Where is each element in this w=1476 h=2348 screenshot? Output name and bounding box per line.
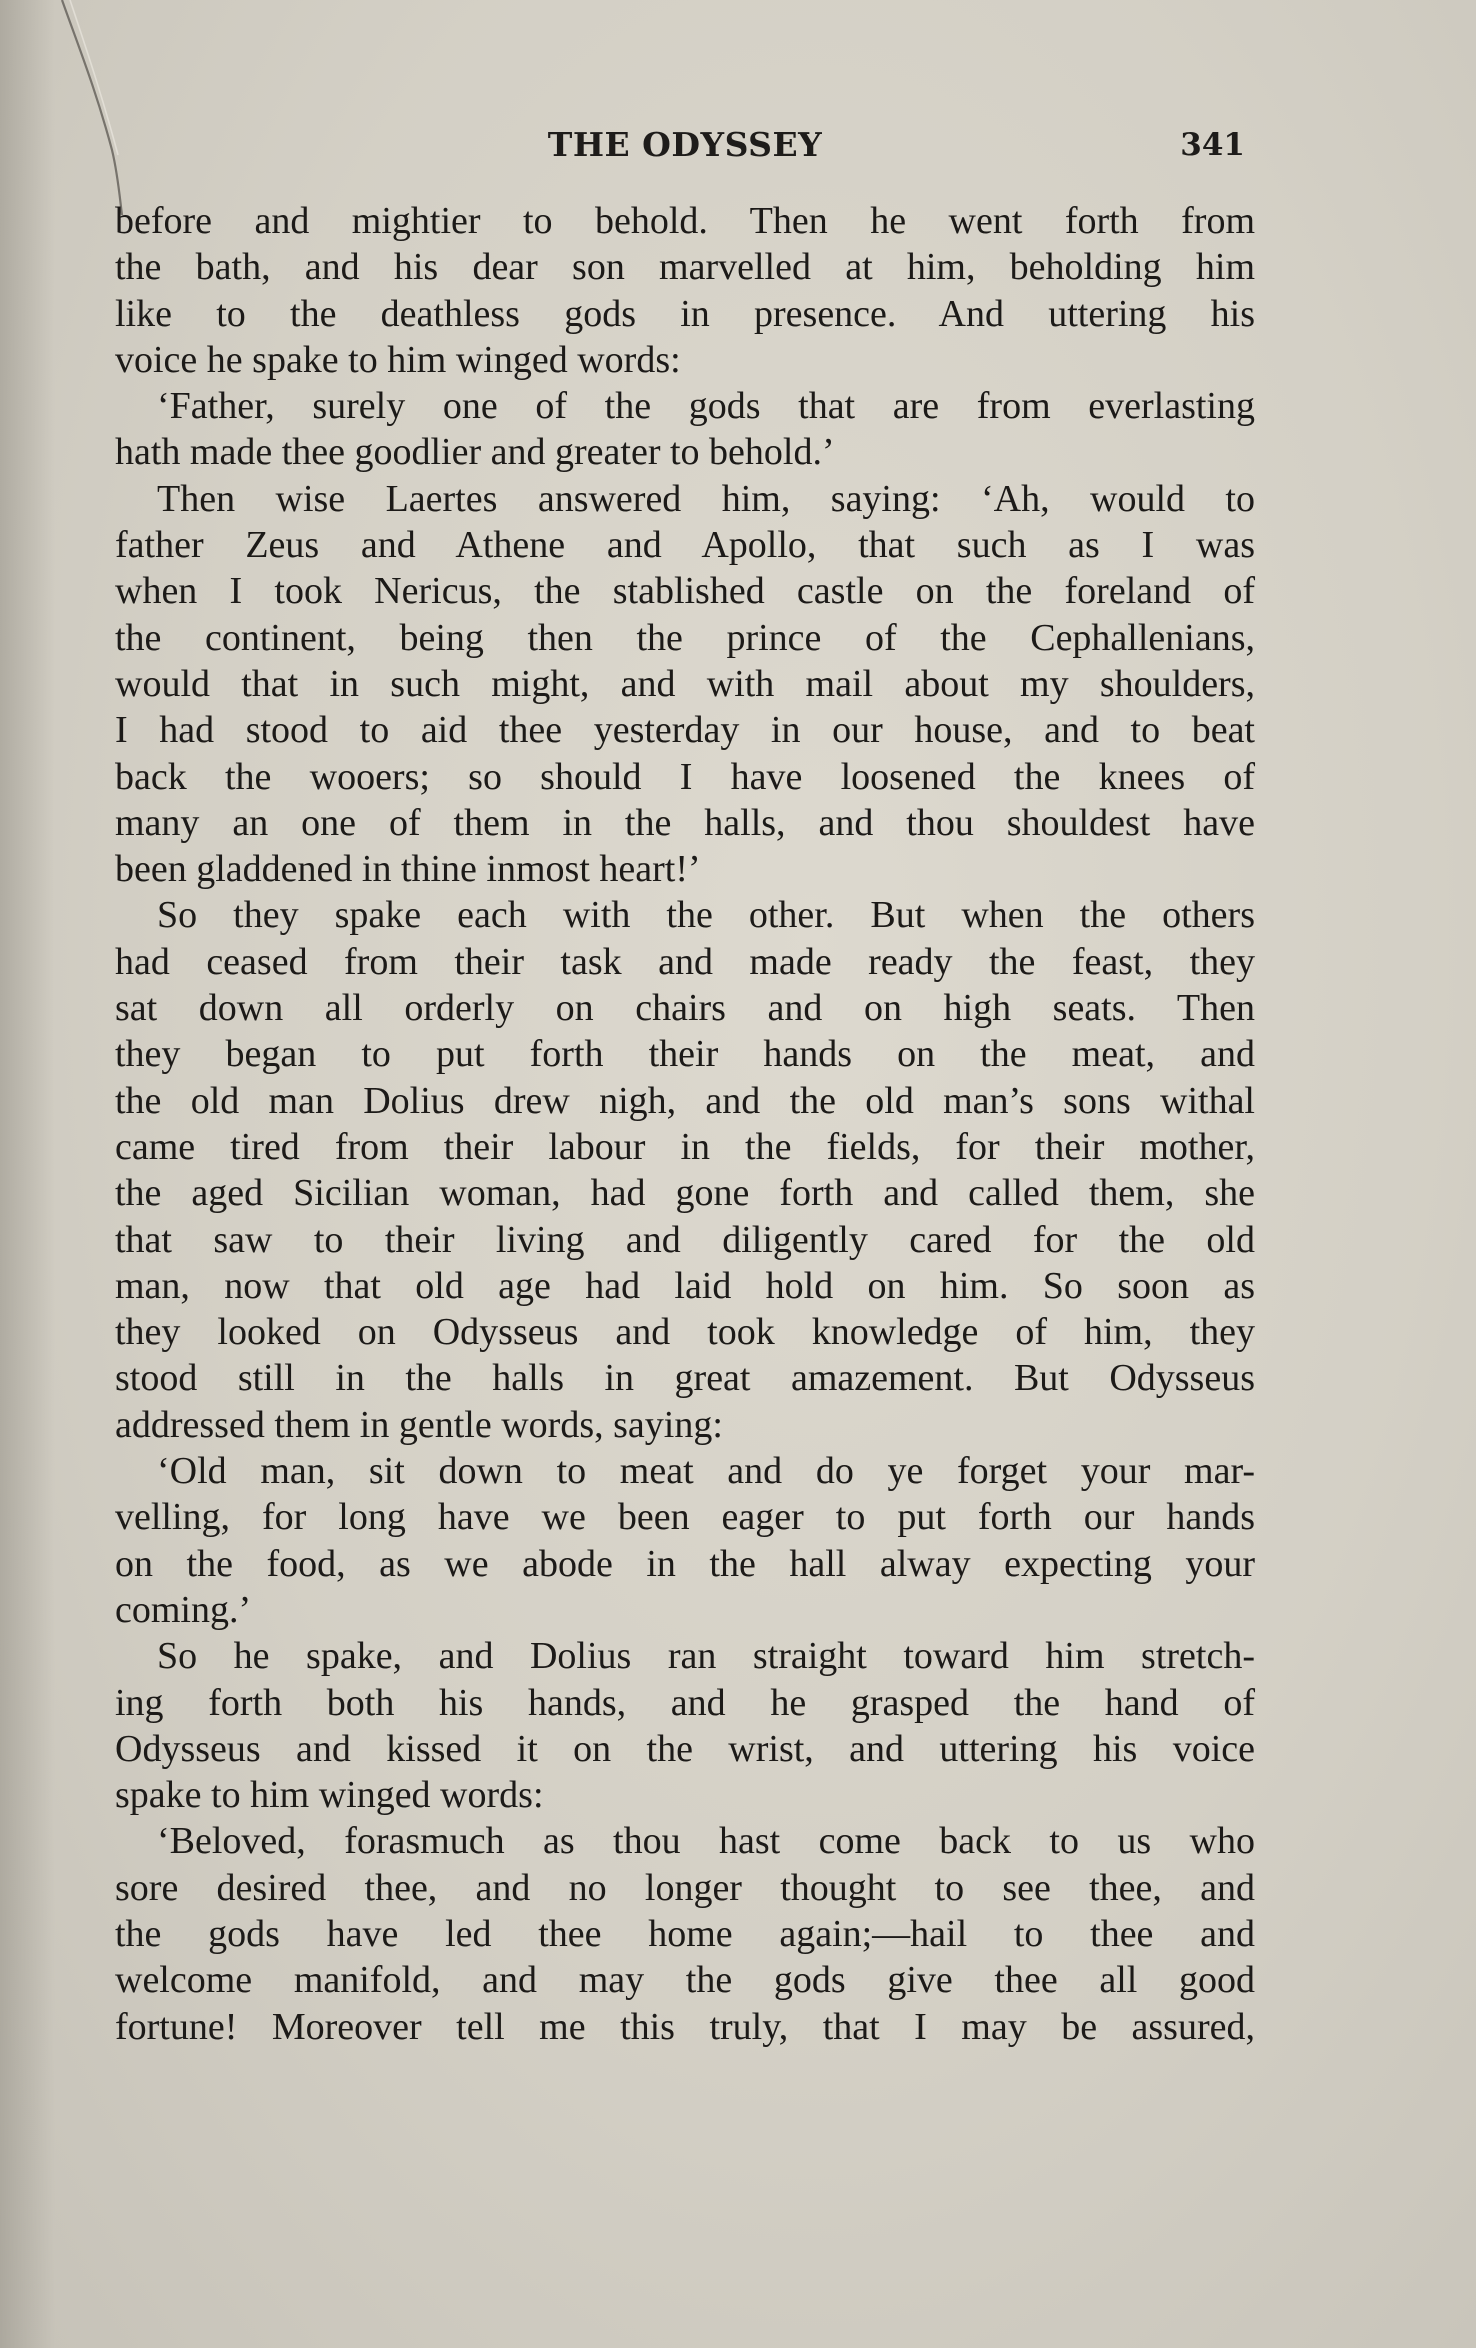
binding-shadow: [0, 0, 55, 2348]
paragraph: [115, 1633, 1255, 1818]
text-line: father Zeus and Athene and Apollo, that such as I was: [115, 524, 1255, 567]
paragraph: [115, 1818, 1255, 2049]
text-line: sore desired thee, and no longer thought to see thee, and: [115, 1866, 1255, 1909]
text-line: ‘Old man, sit down to meat and do ye forget your mar-: [157, 1450, 1255, 1493]
text-line: they began to put forth their hands on the meat, and: [115, 1033, 1255, 1076]
text-line: when I took Nericus, the stablished castle on the foreland of: [115, 570, 1255, 613]
paragraph: [115, 892, 1255, 1448]
text-line: ‘Father, surely one of the gods that are from everlasting: [157, 385, 1255, 428]
paragraph: [115, 383, 1255, 476]
text-line: man, now that old age had laid hold on him. So soon as: [115, 1264, 1255, 1307]
text-line: I had stood to aid thee yesterday in our house, and to beat: [115, 709, 1255, 752]
text-line: spake to him winged words:: [115, 1774, 544, 1817]
text-line: the old man Dolius drew nigh, and the old man’s sons withal: [115, 1079, 1255, 1122]
paragraph: [115, 1448, 1255, 1633]
paragraph: [115, 476, 1255, 893]
text-line: Odysseus and kissed it on the wrist, and uttering his voice: [115, 1727, 1255, 1770]
text-line: many an one of them in the halls, and thou shouldest have: [115, 801, 1255, 844]
running-title: THE ODYSSEY: [547, 125, 823, 164]
paragraph: [115, 198, 1255, 383]
text-line: welcome manifold, and may the gods give thee all good: [115, 1959, 1255, 2002]
text-line: the bath, and his dear son marvelled at him, beholding him: [115, 246, 1255, 289]
text-line: the aged Sicilian woman, had gone forth and called them, she: [115, 1172, 1255, 1215]
text-line: the continent, being then the prince of the Cephallenians,: [115, 616, 1255, 659]
text-line: would that in such might, and with mail about my shoulders,: [115, 662, 1255, 705]
text-line: been gladdened in thine inmost heart!’: [115, 848, 701, 891]
text-line: So he spake, and Dolius ran straight toward him stretch-: [157, 1635, 1255, 1678]
text-line: on the food, as we abode in the hall alway expecting your: [115, 1542, 1255, 1585]
text-line: ‘Beloved, forasmuch as thou hast come back to us who: [157, 1820, 1255, 1863]
text-line: addressed them in gentle words, saying:: [115, 1403, 723, 1446]
text-line: had ceased from their task and made ready the feast, they: [115, 940, 1255, 983]
text-line: the gods have led thee home again;—hail to thee and: [115, 1912, 1255, 1955]
text-line: coming.’: [115, 1588, 252, 1631]
page-number: 341: [1180, 127, 1245, 163]
text-line: fortune! Moreover tell me this truly, that I may be assured,: [115, 2005, 1255, 2048]
text-line: voice he spake to him winged words:: [115, 338, 681, 381]
text-line: ing forth both his hands, and he grasped the hand of: [115, 1681, 1255, 1724]
text-line: came tired from their labour in the fields, for their mother,: [115, 1125, 1255, 1168]
text-line: Then wise Laertes answered him, saying: ‘Ah, would to: [157, 477, 1255, 520]
text-line: hath made thee goodlier and greater to behold.’: [115, 431, 835, 474]
text-line: like to the deathless gods in presence. And uttering his: [115, 292, 1255, 335]
text-line: velling, for long have we been eager to put forth our hands: [115, 1496, 1255, 1539]
text-line: that saw to their living and diligently cared for the old: [115, 1218, 1255, 1261]
text-line: they looked on Odysseus and took knowledge of him, they: [115, 1311, 1255, 1354]
body-text: [115, 198, 1255, 2050]
text-line: So they spake each with the other. But when the others: [157, 894, 1255, 937]
text-line: sat down all orderly on chairs and on high seats. Then: [115, 987, 1255, 1030]
text-line: back the wooers; so should I have loosened the knees of: [115, 755, 1255, 798]
text-line: stood still in the halls in great amazement. But Odysseus: [115, 1357, 1255, 1400]
text-line: before and mightier to behold. Then he went forth from: [115, 200, 1255, 242]
page-header: [115, 120, 1255, 170]
